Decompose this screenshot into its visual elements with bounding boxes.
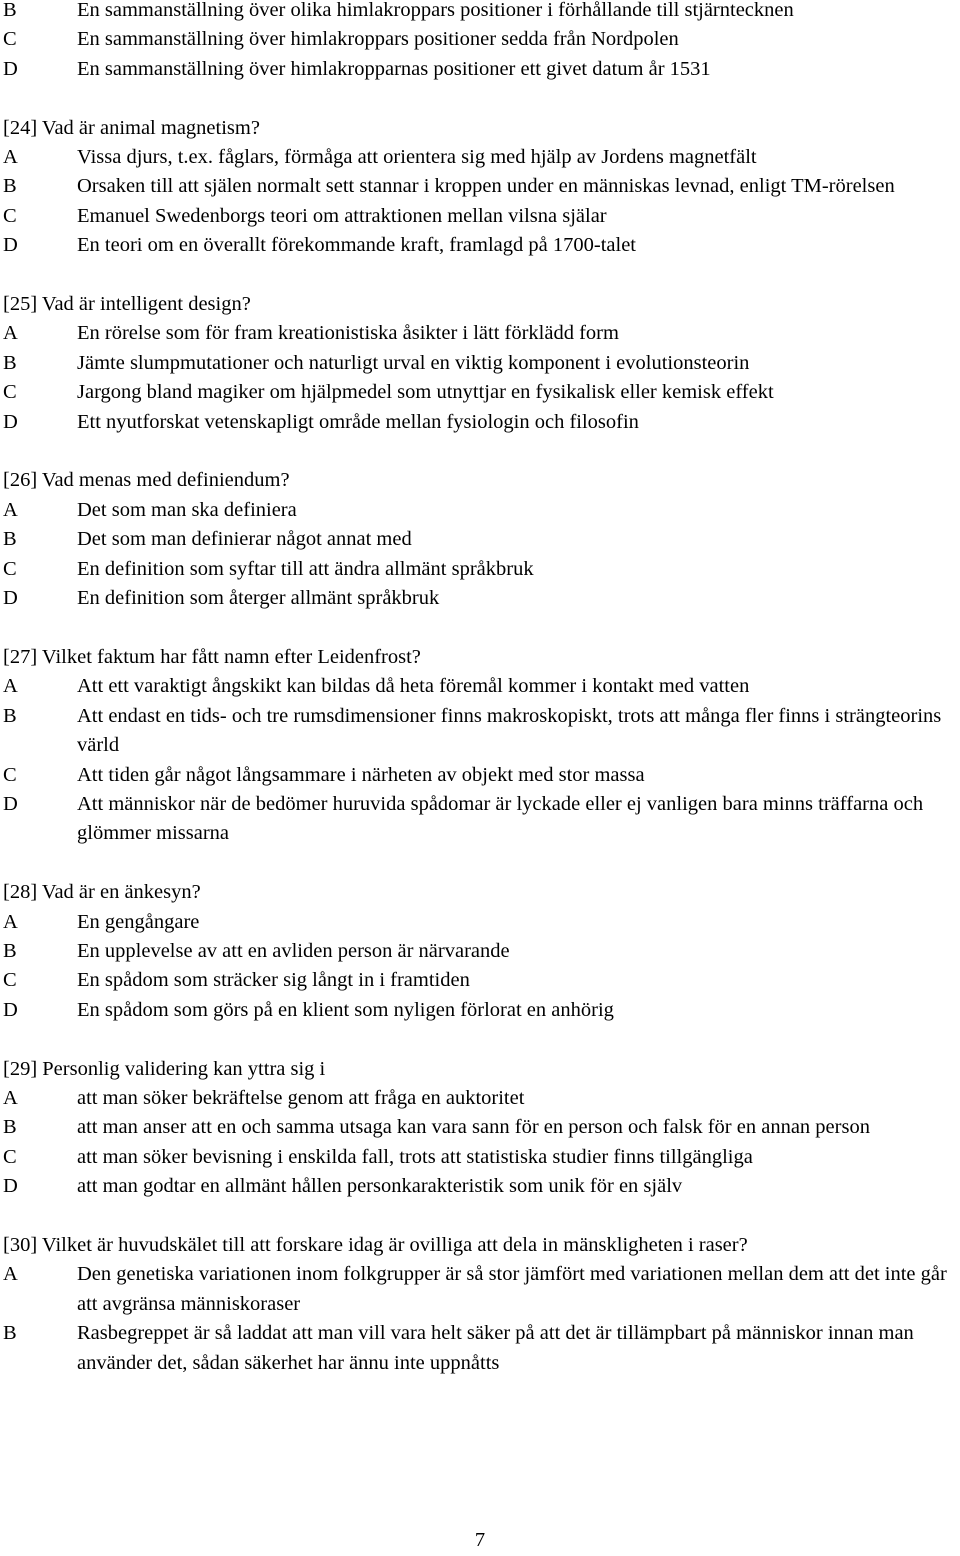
question-block xyxy=(3,1231,960,1378)
option-letter: C xyxy=(3,1145,17,1168)
answer-option xyxy=(3,202,960,231)
option-letter: D xyxy=(3,57,18,80)
answer-option xyxy=(3,319,960,348)
answer-option xyxy=(3,1113,960,1142)
answer-option xyxy=(3,349,960,378)
answer-option xyxy=(3,908,960,937)
answer-option xyxy=(3,584,960,613)
option-letter: A xyxy=(3,146,18,169)
option-letter: B xyxy=(3,1322,17,1345)
option-text: En teori om en överallt förekommande kraft, framlagd på 1700-talet xyxy=(77,234,636,257)
option-letter: A xyxy=(3,322,18,345)
option-text: Jämte slumpmutationer och naturligt urval en viktig komponent i evolutionsteorin xyxy=(77,351,750,374)
option-text: att man söker bevisning i enskilda fall, trots att statistiska studier finns tillgängliga xyxy=(77,1145,753,1168)
question-text: [26] Vad menas med definiendum? xyxy=(3,469,290,492)
option-text: Att människor när de bedömer huruvida spådomar är lyckade eller ej vanligen bara minns träffarna och glömmer missarna xyxy=(77,792,924,845)
page-number: 7 xyxy=(474,1529,486,1551)
option-text: Jargong bland magiker om hjälpmedel som utnyttjar en fysikalisk eller kemisk effekt xyxy=(77,381,774,404)
option-letter: C xyxy=(3,28,17,51)
option-letter: C xyxy=(3,969,17,992)
option-text: En sammanställning över himlakroppars positioner sedda från Nordpolen xyxy=(77,28,679,51)
question-text: [28] Vad är en änkesyn? xyxy=(3,881,201,904)
option-text: Vissa djurs, t.ex. fåglars, förmåga att orientera sig med hjälp av Jordens magnetfält xyxy=(77,146,757,169)
answer-option xyxy=(3,1172,960,1201)
option-text: En upplevelse av att en avliden person är närvarande xyxy=(77,939,510,962)
answer-option xyxy=(3,55,960,84)
option-text: Det som man definierar något annat med xyxy=(77,528,412,551)
answer-option xyxy=(3,1260,960,1319)
option-letter: B xyxy=(3,175,17,198)
option-letter: B xyxy=(3,704,17,727)
question-block xyxy=(3,0,960,84)
option-letter: A xyxy=(3,1086,18,1109)
option-text: En spådom som görs på en klient som nyligen förlorat en anhörig xyxy=(77,998,614,1021)
option-text: att man godtar en allmänt hållen personkarakteristik som unik för en själv xyxy=(77,1175,683,1198)
answer-option xyxy=(3,555,960,584)
option-text: En definition som syftar till att ändra allmänt språkbruk xyxy=(77,557,534,580)
answer-option xyxy=(3,790,960,849)
answer-option xyxy=(3,937,960,966)
question-block xyxy=(3,290,960,437)
option-letter: C xyxy=(3,557,17,580)
option-letter: A xyxy=(3,1263,18,1286)
answer-option xyxy=(3,378,960,407)
option-text: att man anser att en och samma utsaga kan vara sann för en person och falsk för en annan person xyxy=(77,1116,870,1139)
option-text: Rasbegreppet är så laddat att man vill vara helt säker på att det är tillämpbart på människor innan man använder det, sådan säkerhet har ännu inte uppnåtts xyxy=(77,1322,914,1374)
option-text: Att endast en tids- och tre rumsdimensioner finns makroskopiskt, trots att många fler finns i strängteorins värld xyxy=(77,704,942,757)
option-text: En sammanställning över himlakropparnas positioner ett givet datum år 1531 xyxy=(77,57,711,80)
option-letter: C xyxy=(3,204,17,227)
option-text: Ett nyutforskat vetenskapligt område mellan fysiologin och filosofin xyxy=(77,410,639,433)
answer-option xyxy=(3,1084,960,1113)
question-block xyxy=(3,466,960,613)
answer-option xyxy=(3,672,960,701)
option-letter: D xyxy=(3,792,18,815)
option-letter: D xyxy=(3,234,18,257)
answer-option xyxy=(3,996,960,1025)
option-letter: A xyxy=(3,498,18,521)
question-text: [25] Vad är intelligent design? xyxy=(3,293,251,316)
answer-option xyxy=(3,966,960,995)
answer-option xyxy=(3,231,960,260)
option-letter: D xyxy=(3,410,18,433)
option-text: En spådom som sträcker sig långt in i framtiden xyxy=(77,969,470,992)
question-block xyxy=(3,114,960,261)
option-letter: C xyxy=(3,763,17,786)
option-text: En definition som återger allmänt språkbruk xyxy=(77,587,440,610)
answer-option xyxy=(3,496,960,525)
answer-option xyxy=(3,1143,960,1172)
option-letter: A xyxy=(3,910,18,933)
option-text: Att ett varaktigt ångskikt kan bildas då heta föremål kommer i kontakt med vatten xyxy=(77,675,750,698)
option-text: Den genetiska variationen inom folkgrupper är så stor jämfört med variationen mellan dem att det inte går att avgränsa människoraser xyxy=(77,1263,947,1315)
option-text: Orsaken till att själen normalt sett stannar i kroppen under en människas levnad, enligt TM-rörelsen xyxy=(77,175,895,198)
option-letter: B xyxy=(3,528,17,551)
option-text: Emanuel Swedenborgs teori om attraktionen mellan vilsna själar xyxy=(77,204,607,227)
answer-option xyxy=(3,702,960,761)
question-text: [27] Vilket faktum har fått namn efter Leidenfrost? xyxy=(3,645,421,668)
question-block xyxy=(3,878,960,1025)
option-letter: D xyxy=(3,1175,18,1198)
answer-option xyxy=(3,1319,960,1378)
question-text: [29] Personlig validering kan yttra sig i xyxy=(3,1057,326,1080)
option-text: Det som man ska definiera xyxy=(77,498,297,521)
answer-option xyxy=(3,408,960,437)
question-block xyxy=(3,643,960,849)
option-text: En sammanställning över olika himlakroppars positioner i förhållande till stjärntecknen xyxy=(77,0,794,21)
option-letter: B xyxy=(3,939,17,962)
answer-option xyxy=(3,25,960,54)
option-text: En rörelse som för fram kreationistiska åsikter i lätt förklädd form xyxy=(77,322,619,345)
answer-option xyxy=(3,143,960,172)
question-text: [24] Vad är animal magnetism? xyxy=(3,116,260,139)
option-letter: B xyxy=(3,0,17,21)
answer-option xyxy=(3,761,960,790)
question-text: [30] Vilket är huvudskälet till att forskare idag är ovilliga att dela in mänskligheten i raser? xyxy=(3,1233,748,1256)
option-letter: D xyxy=(3,998,18,1021)
option-letter: B xyxy=(3,1116,17,1139)
option-text: Att tiden går något långsammare i närheten av objekt med stor massa xyxy=(77,763,645,786)
option-text: En gengångare xyxy=(77,910,200,933)
option-letter: C xyxy=(3,381,17,404)
option-letter: B xyxy=(3,351,17,374)
question-block xyxy=(3,1055,960,1202)
answer-option xyxy=(3,0,960,25)
option-letter: A xyxy=(3,675,18,698)
option-letter: D xyxy=(3,587,18,610)
answer-option xyxy=(3,525,960,554)
answer-option xyxy=(3,172,960,201)
quiz-content xyxy=(3,0,960,1378)
option-text: att man söker bekräftelse genom att fråga en auktoritet xyxy=(77,1086,525,1109)
